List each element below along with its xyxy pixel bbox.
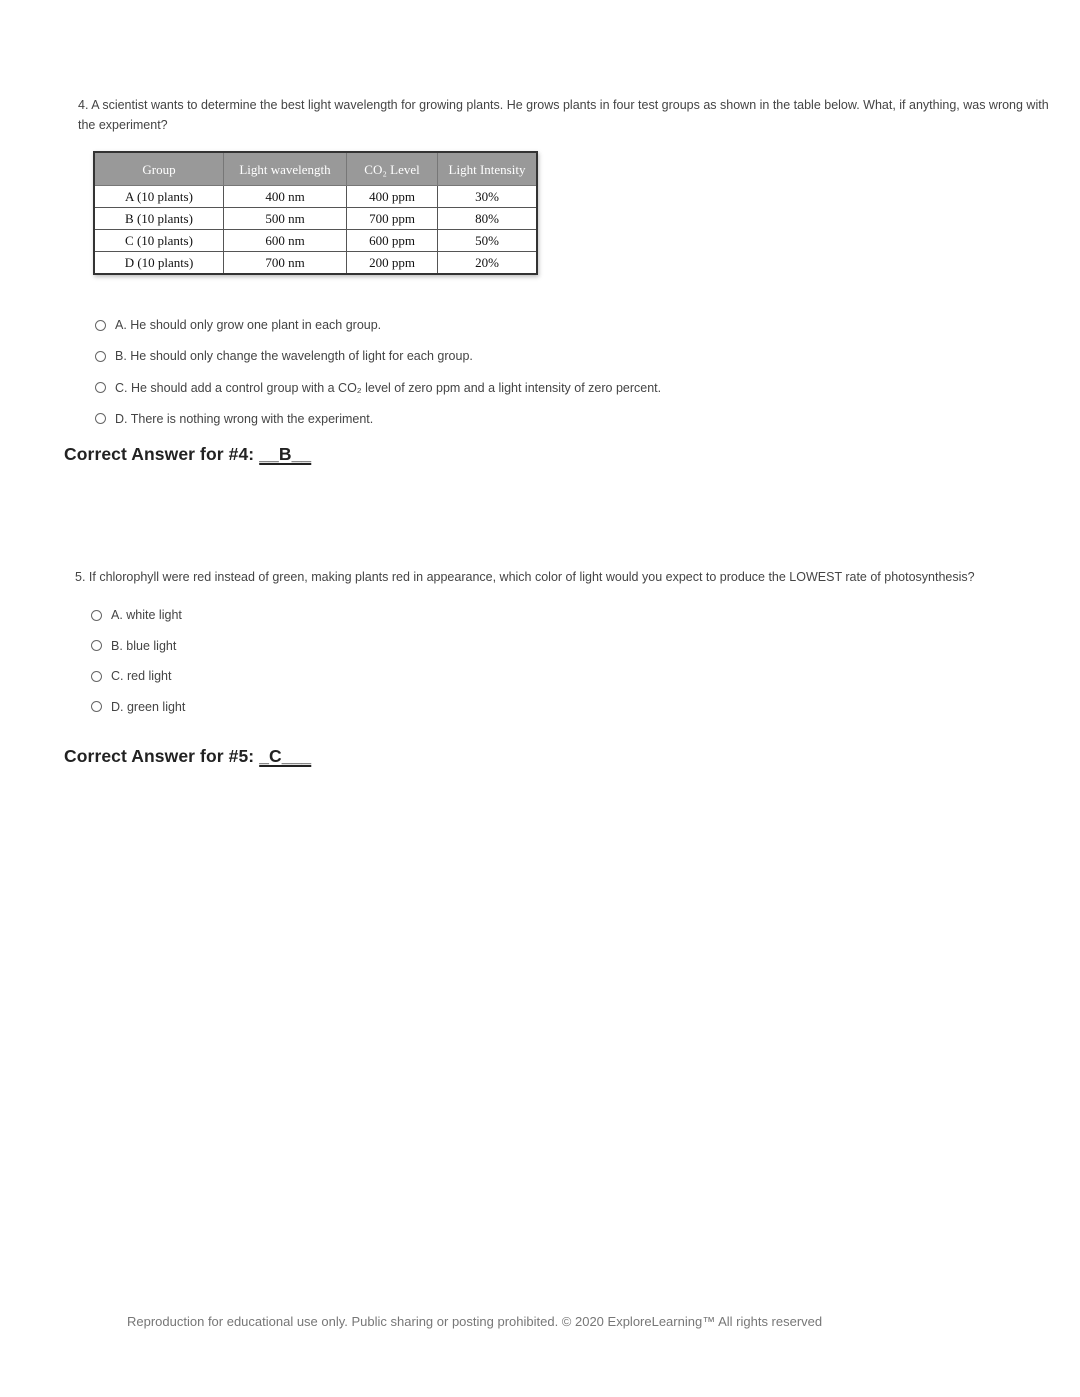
radio-icon[interactable] bbox=[95, 382, 106, 393]
option-label: C. red light bbox=[111, 669, 172, 683]
header-light-intensity: Light Intensity bbox=[438, 152, 538, 186]
option-d[interactable] bbox=[95, 409, 661, 429]
cell-intensity: 30% bbox=[438, 186, 538, 208]
option-label: D. green light bbox=[111, 699, 186, 714]
option-b[interactable] bbox=[95, 346, 661, 366]
cell-co2: 400 ppm bbox=[347, 186, 438, 208]
experiment-table-container bbox=[93, 151, 538, 275]
footer-copyright: Reproduction for educational use only. Public sharing or posting prohibited. © 2020 ExploreLearning™ All rights reserved bbox=[127, 1314, 823, 1329]
radio-icon[interactable] bbox=[91, 671, 102, 682]
table-row bbox=[94, 208, 537, 230]
table-row bbox=[94, 252, 537, 275]
cell-group: C (10 plants) bbox=[94, 230, 224, 252]
question-4-options bbox=[95, 315, 661, 440]
radio-icon[interactable] bbox=[91, 640, 102, 651]
radio-icon[interactable] bbox=[95, 413, 106, 424]
option-b[interactable] bbox=[91, 636, 185, 656]
option-label: A. white light bbox=[111, 608, 182, 622]
cell-co2: 200 ppm bbox=[347, 252, 438, 275]
table-row bbox=[94, 230, 537, 252]
answer-4-label: Correct Answer for #4: bbox=[64, 444, 260, 464]
radio-icon[interactable] bbox=[91, 701, 102, 712]
option-c[interactable] bbox=[91, 666, 185, 686]
header-co2-level: CO₂ Level bbox=[347, 152, 438, 186]
cell-intensity: 20% bbox=[438, 252, 538, 275]
cell-wavelength: 500 nm bbox=[224, 208, 347, 230]
cell-group: D (10 plants) bbox=[94, 252, 224, 275]
header-light-wavelength: Light wavelength bbox=[224, 152, 347, 186]
option-label: C. He should add a control group with a CO₂ level of zero ppm and a light intensity of zero percent. bbox=[115, 380, 662, 395]
answer-5-label: Correct Answer for #5: bbox=[64, 746, 260, 766]
radio-icon[interactable] bbox=[95, 320, 106, 331]
cell-wavelength: 700 nm bbox=[224, 252, 347, 275]
answer-4-value: __B__ bbox=[259, 444, 312, 464]
answer-5-value: _C___ bbox=[259, 746, 312, 766]
option-a[interactable] bbox=[95, 315, 661, 335]
header-group: Group bbox=[94, 152, 224, 186]
question-5-options bbox=[91, 605, 185, 727]
table-header-row bbox=[94, 152, 537, 186]
answer-4 bbox=[64, 444, 311, 465]
option-label: B. blue light bbox=[111, 638, 177, 653]
question-4-text: 4. A scientist wants to determine the best light wavelength for growing plants. He grows plants in four test groups as shown in the table below. What, if anything, was wrong with the experiment? bbox=[78, 98, 1049, 132]
radio-icon[interactable] bbox=[91, 610, 102, 621]
cell-intensity: 80% bbox=[438, 208, 538, 230]
question-5-text: 5. If chlorophyll were red instead of green, making plants red in appearance, which color of light would you expect to produce the LOWEST rate of photosynthesis? bbox=[75, 570, 975, 584]
experiment-table bbox=[93, 151, 538, 275]
option-label: B. He should only change the wavelength of light for each group. bbox=[115, 349, 473, 364]
option-d[interactable] bbox=[91, 697, 185, 717]
table-row bbox=[94, 186, 537, 208]
cell-group: A (10 plants) bbox=[94, 186, 224, 208]
option-c[interactable] bbox=[95, 378, 661, 398]
option-label: D. There is nothing wrong with the experiment. bbox=[115, 411, 374, 426]
option-label: A. He should only grow one plant in each group. bbox=[115, 318, 382, 332]
cell-wavelength: 400 nm bbox=[224, 186, 347, 208]
cell-co2: 600 ppm bbox=[347, 230, 438, 252]
cell-intensity: 50% bbox=[438, 230, 538, 252]
cell-wavelength: 600 nm bbox=[224, 230, 347, 252]
cell-group: B (10 plants) bbox=[94, 208, 224, 230]
answer-5 bbox=[64, 746, 311, 767]
radio-icon[interactable] bbox=[95, 351, 106, 362]
cell-co2: 700 ppm bbox=[347, 208, 438, 230]
option-a[interactable] bbox=[91, 605, 185, 625]
